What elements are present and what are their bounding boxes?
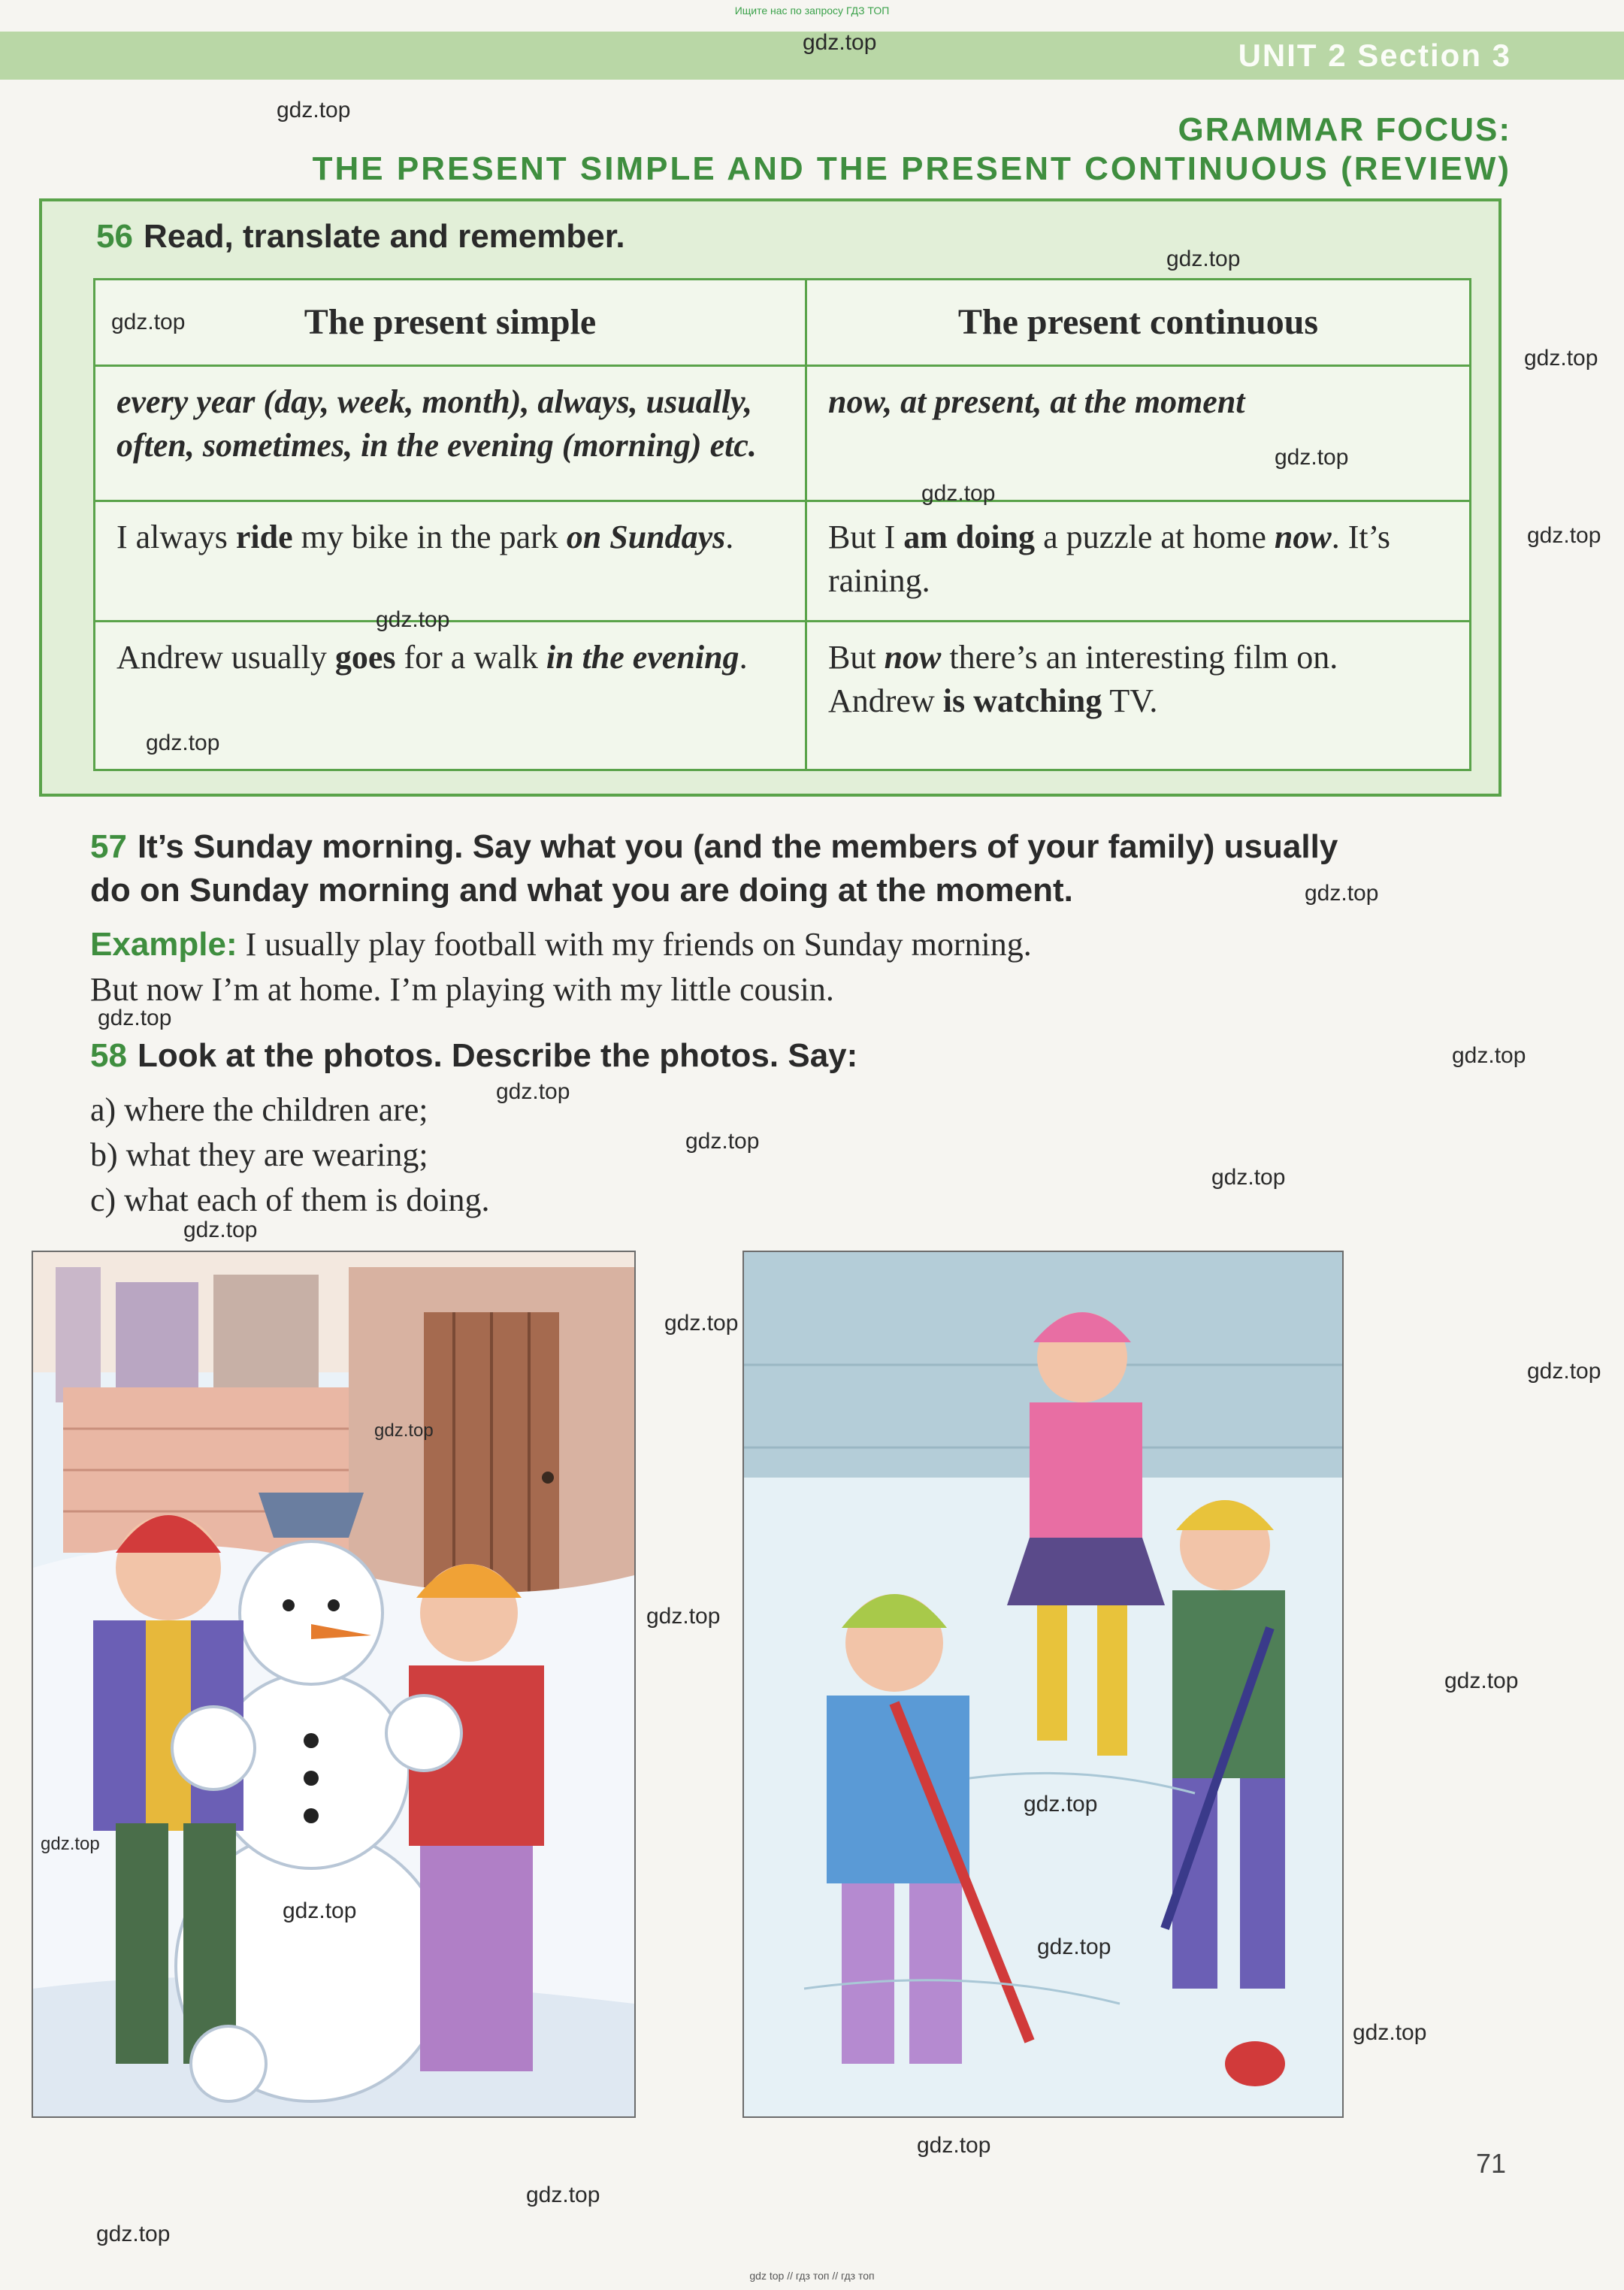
time-markers-simple: every year (day, week, month), always, usually, often, sometimes, in the evening (morning) etc. [95,366,806,501]
exercise-number: 58 [90,1037,127,1074]
site-hint: Ищите нас по запросу ГДЗ ТОП [734,5,890,17]
time-markers-continuous: now, at present, at the moment [806,366,1471,501]
watermark: gdz.top [1353,2020,1427,2045]
watermark: gdz.top [1527,1359,1601,1384]
watermark: gdz.top [664,1311,739,1336]
grammar-focus-subtitle: THE PRESENT SIMPLE AND THE PRESENT CONTINUOUS (REVIEW) [312,150,1511,187]
exercise-57-title-line1 [90,828,1338,866]
verb-highlight: is watching [942,682,1102,719]
watermark: gdz.top [1527,523,1601,548]
text-part: there’s an interesting film on. Andrew [828,639,1338,719]
watermark: gdz.top [376,607,450,632]
watermark: gdz.top [1444,1668,1519,1693]
text-part: . [725,519,734,555]
watermark: gdz.top [496,1079,570,1104]
watermark: gdz.top [283,1898,357,1923]
watermark: gdz.top [526,2183,600,2207]
watermark: gdz.top [1037,1935,1111,1959]
table-header-row [95,280,1471,366]
text-part: TV. [1102,682,1158,719]
example-continuous [806,501,1471,622]
watermark: gdz.top [146,731,220,755]
example-simple [95,501,806,622]
example-label: Example: [90,926,237,963]
header-present-simple: The present simple [95,280,806,366]
grammar-table [93,278,1471,771]
watermark: gdz.top [646,1604,721,1629]
verb-highlight: am doing [903,519,1036,555]
text-part: my bike in the park [292,519,567,555]
exercise-58-item-a: a) where the children are; [90,1091,428,1128]
exercise-58-item-c: c) what each of them is doing. [90,1181,490,1218]
watermark: gdz.top [111,310,186,334]
watermark: gdz.top [183,1218,258,1242]
watermark: gdz.top [1524,346,1598,371]
table-row [95,501,1471,622]
verb-highlight: goes [334,639,396,676]
text-part: Andrew usually [116,639,335,676]
exercise-number: 56 [96,218,133,255]
table-row [95,622,1471,770]
header-present-continuous: The present continuous [806,280,1471,366]
exercise-57-title-line2: do on Sunday morning and what you are doing at the moment. [90,872,1073,909]
watermark: gdz.top [1452,1043,1526,1068]
text-part: . It’s raining. [828,519,1390,599]
watermark: gdz.top [1024,1792,1098,1817]
watermark: gdz.top [1275,445,1349,470]
exercise-58-title [90,1037,857,1075]
watermark: gdz.top [277,98,351,123]
snowman-illustration [33,1252,634,2116]
watermark: gdz.top [1166,247,1241,271]
text-part: But [828,639,885,676]
exercise-57-example-line2: But now I’m at home. I’m playing with my little cousin. [90,971,834,1008]
text-part: But I [828,519,904,555]
text-part: for a walk [395,639,546,676]
watermark: gdz.top [41,1834,100,1854]
watermark: gdz.top [921,481,996,506]
exercise-56-title [96,218,625,256]
watermark: gdz.top [96,2222,171,2246]
watermark: gdz.top [374,1420,434,1441]
watermark: gdz.top [1211,1165,1286,1190]
time-highlight: in the evening [546,639,739,676]
bottom-site-hint: gdz top // гдз топ // гдз топ [749,2270,875,2282]
example-text: I usually play football with my friends on Sunday morning. [237,926,1032,963]
watermark: gdz.top [1305,881,1379,906]
grammar-focus-title: GRAMMAR FOCUS: [1178,111,1511,148]
verb-highlight: ride [235,519,293,555]
text-part: a puzzle at home [1035,519,1275,555]
page-number: 71 [1476,2148,1507,2179]
text-part: . [739,639,748,676]
exercise-instruction: Look at the photos. Describe the photos. Say: [137,1037,858,1074]
table-row [95,366,1471,501]
exercise-instruction: Read, translate and remember. [143,218,625,255]
unit-header: UNIT 2 Section 3 [1238,38,1511,73]
watermark: gdz.top [98,1006,172,1030]
skating-illustration [744,1252,1342,2116]
exercise-number: 57 [90,828,127,865]
watermark: gdz.top [803,30,877,55]
exercise-57-example-line1 [90,923,1032,967]
time-highlight: now [1274,519,1332,555]
exercise-instruction: It’s Sunday morning. Say what you (and the members of your family) usually [137,828,1338,865]
exercise-58-item-b: b) what they are wearing; [90,1136,428,1173]
example-continuous [806,622,1471,770]
watermark: gdz.top [917,2133,991,2158]
time-highlight: now [884,639,942,676]
text-part: I always [116,519,236,555]
time-highlight: on Sundays [566,519,726,555]
photo-skating [742,1251,1344,2118]
photo-snowman [32,1251,636,2118]
watermark: gdz.top [685,1129,760,1154]
